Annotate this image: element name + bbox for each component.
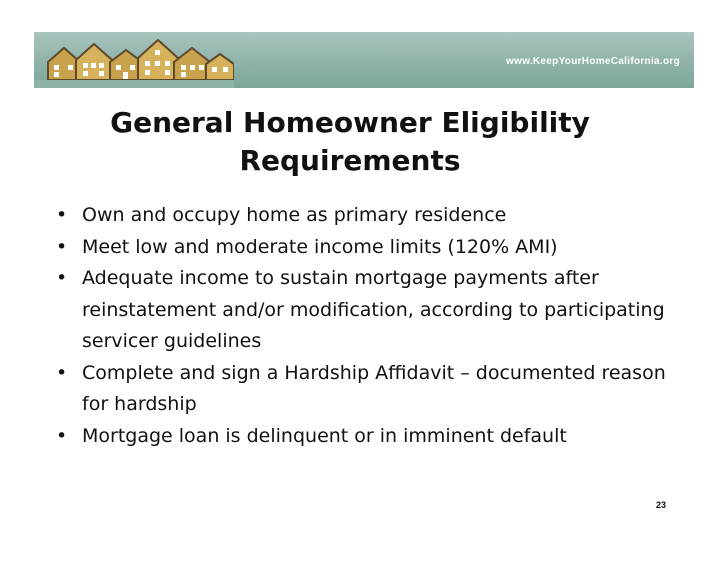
requirements-list: [56, 200, 676, 452]
list-item-text: Meet low and moderate income limits (120% AMI): [82, 235, 558, 258]
list-item: [56, 358, 676, 421]
list-item-text: Complete and sign a Hardship Affidavit – documented reason for hardship: [82, 361, 666, 415]
list-item-text: Own and occupy home as primary residence: [82, 204, 507, 226]
list-item: [56, 263, 676, 358]
website-url: www.KeepYourHomeCalifornia.org: [505, 56, 680, 67]
houses-logo-icon: [34, 32, 234, 88]
list-item: [56, 421, 676, 453]
page-number: 23: [656, 500, 667, 510]
list-item: [56, 200, 676, 232]
list-item-text: Adequate income to sustain mortgage payments after reinstatement and/or modification, according to participating servicer guidelines: [82, 267, 665, 352]
list-item-text: Mortgage loan is delinquent or in imminent default: [82, 424, 567, 447]
bullet-icon: •: [56, 204, 68, 226]
slide-title: General Homeowner Eligibility Requirements: [110, 106, 590, 177]
bullet-icon: •: [56, 267, 68, 289]
header-banner: [34, 32, 694, 88]
bullet-icon: •: [56, 361, 68, 384]
list-item: [56, 232, 676, 264]
bullet-icon: •: [56, 424, 68, 447]
bullet-icon: •: [56, 235, 68, 258]
